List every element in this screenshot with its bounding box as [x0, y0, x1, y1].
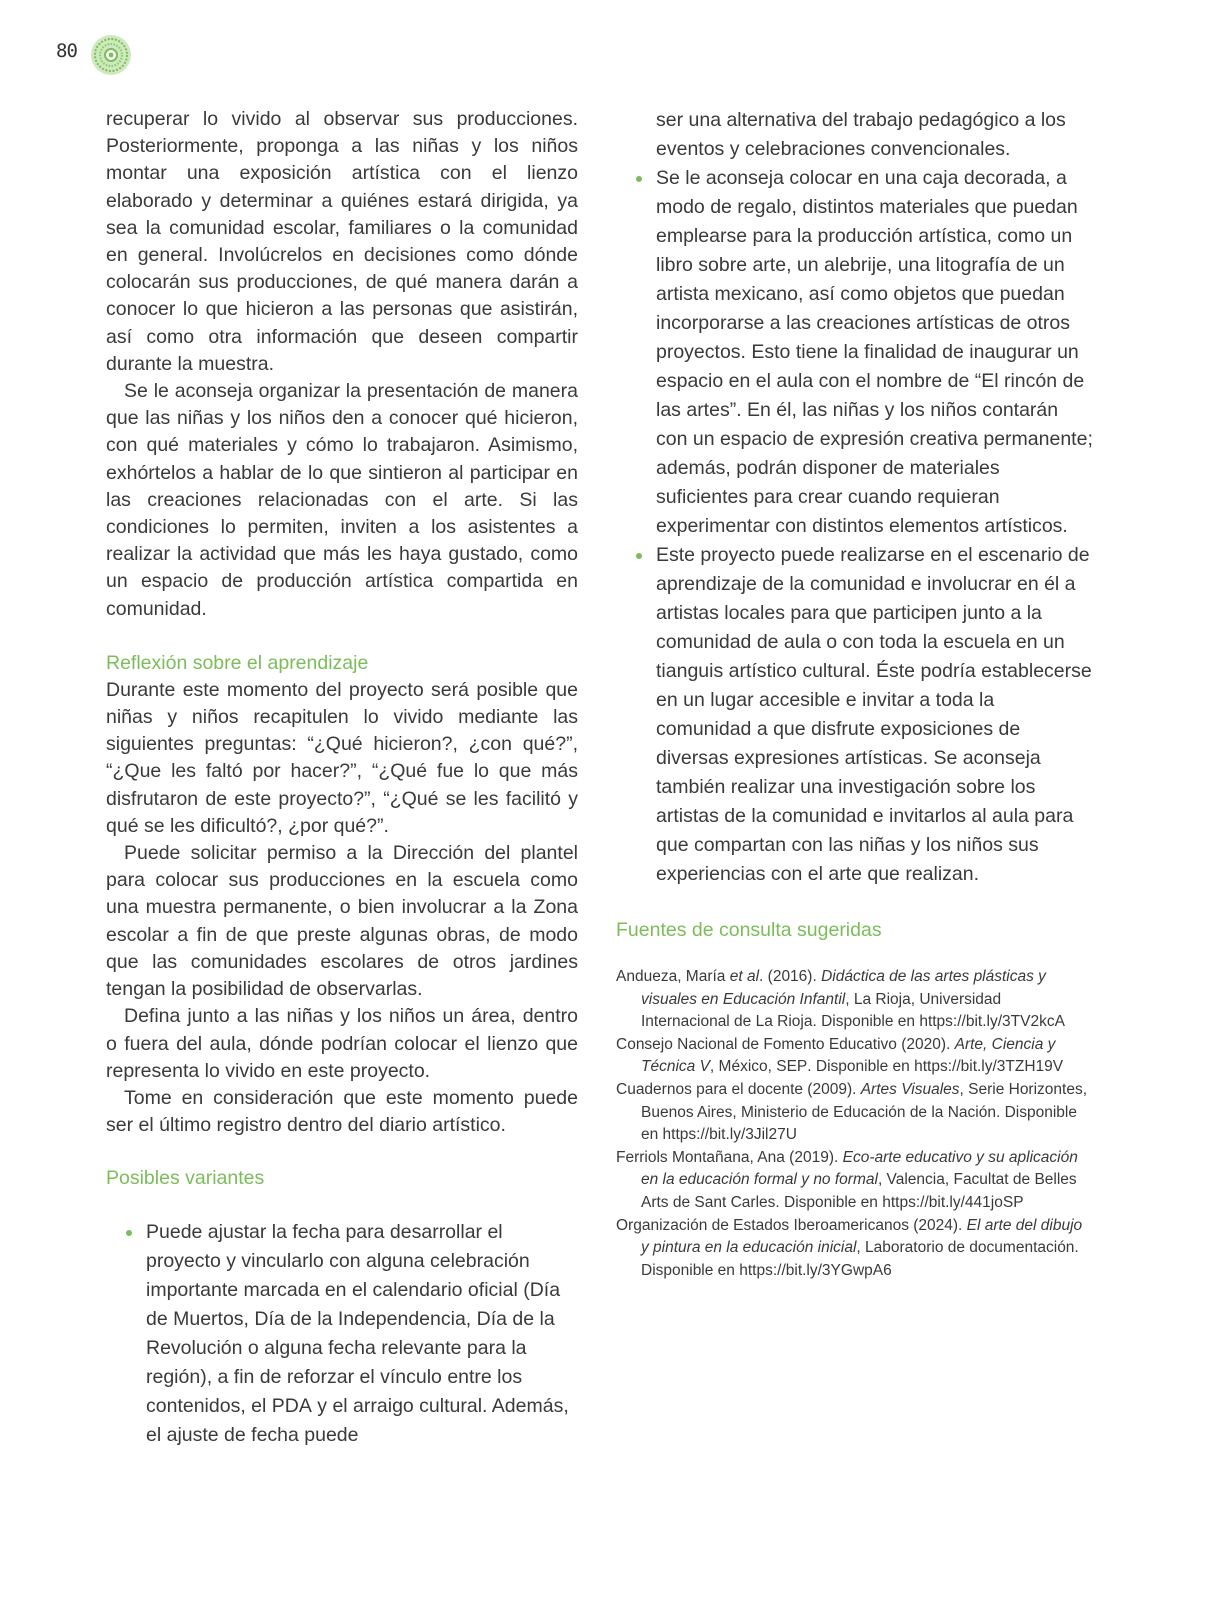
paragraph-area: Defina junto a las niñas y los niños un área, dentro o fuera del aula, dónde podrían colocar el lienzo que representa lo vivido en este proyecto. [106, 1005, 578, 1082]
paragraph-questions: Durante este momento del proyecto será posible que niñas y niños recapitulen lo vivido mediante las siguientes preguntas: “¿Qué hicieron?, ¿con qué?”, “¿Que les faltó por hacer?”, “¿Qué fue lo que más disfrutaron de este proyecto?”, “¿Qué se les facilitó y qué se les dificultó?, ¿por qué?”. [106, 678, 578, 837]
reference-item: Ferriols Montañana, Ana (2019). Eco-arte educativo y su aplicación en la educación formal y no formal, Valencia, Facultat de Belles Arts de Sant Carles. Disponible en https://bit.ly/441joSP [616, 1148, 1078, 1211]
left-column [106, 106, 578, 1450]
list-item: Puede ajustar la fecha para desarrollar el proyecto y vincularlo con alguna celebración importante marcada en el calendario oficial (Día de Muertos, Día de la Independencia, Día de la Revolución o alguna fecha relevante para la región), a fin de reforzar el vínculo entre los contenidos, el PDA y el arraigo cultural. Además, el ajuste de fecha puede [106, 1218, 572, 1450]
page-number: 80 [56, 40, 77, 62]
reference-item: Organización de Estados Iberoamericanos (2024). El arte del dibujo y pintura en la educación inicial, Laboratorio de documentación. Disponible en https://bit.ly/3YGwpA6 [616, 1216, 1083, 1279]
variants-list-continued [616, 106, 1094, 889]
reference-item: Andueza, María et al. (2016). Didáctica de las artes plásticas y visuales en Educación Infantil, La Rioja, Universidad Internacional de La Rioja. Disponible en https://bit.ly/3TV2kcA [616, 968, 1065, 1031]
bullet-dot-icon [636, 176, 642, 182]
paragraph-permission: Puede solicitar permiso a la Dirección del plantel para colocar sus producciones en la escuela como una muestra permanente, o bien involucrar a la Zona escolar a fin de que preste algunas obras, de modo que las comunidades escolares de otros jardines tengan la posibilidad de observarlas. [106, 842, 578, 1001]
reference-item: Consejo Nacional de Fomento Educativo (2020). Arte, Ciencia y Técnica V, México, SEP. Disponible en https://bit.ly/3TZH19V [616, 1035, 1064, 1076]
reference-item: Cuadernos para el docente (2009). Artes Visuales, Serie Horizontes, Buenos Aires, Ministerio de Educación de la Nación. Disponible en https://bit.ly/3Jil27U [616, 1080, 1088, 1144]
paragraph-exposition: recuperar lo vivido al observar sus producciones. Posteriormente, proponga a las niñas y los niños montar una exposición artística con el lienzo elaborado y determinar a quiénes estará dirigida, ya sea la comunidad escolar, familiares o la comunidad en general. Involúcrelos en decisiones como dónde colocarán sus producciones, de qué manera darán a conocer lo que hicieron a las personas que asistirán, así como otra información que deseen compartir durante la muestra. [106, 108, 578, 375]
references-list [616, 966, 1094, 1282]
bullet-dot-icon [636, 553, 642, 559]
variants-list [106, 1218, 578, 1450]
list-item: Se le aconseja colocar en una caja decorada, a modo de regalo, distintos materiales que puedan emplearse para la producción artística, como un libro sobre arte, un alebrije, una litografía de un artista mexicano, así como objetos que puedan incorporarse a las creaciones artísticas de otros proyectos. Esto tiene la finalidad de inaugurar un espacio en el aula con el nombre de “El rincón de las artes”. En él, las niñas y los niños contarán con un espacio de expresión creativa permanente; además, podrán disponer de materiales suficientes para crear cuando requieran experimentar con distintos elementos artísticos. [616, 164, 1094, 541]
heading-reflexion: Reflexión sobre el aprendizaje [106, 651, 369, 674]
bullet-dot-icon [126, 1230, 132, 1236]
paragraph-presentation: Se le aconseja organizar la presentación de manera que las niñas y los niños den a conocer qué hicieron, con qué materiales y cómo lo trabajaron. Asimismo, exhórtelos a hablar de lo que sintieron al participar en las creaciones relacionadas con el arte. Si las condiciones lo permiten, inviten a los asistentes a realizar la actividad que más les haya gustado, como un espacio de producción artística compartida en comunidad. [106, 380, 578, 620]
heading-fuentes: Fuentes de consulta sugeridas [616, 919, 882, 941]
green-circular-seal-icon [90, 34, 132, 76]
list-item: Este proyecto puede realizarse en el escenario de aprendizaje de la comunidad e involucrar en él a artistas locales para que participen junto a la comunidad de aula o con toda la escuela en un tianguis artístico cultural. Éste podría establecerse en un lugar accesible e invitar a toda la comunidad a que disfrute exposiciones de diversas expresiones artísticas. Se aconseja también realizar una investigación sobre los artistas de la comunidad e invitarlos al aula para que compartan con las niñas y los niños sus experiencias con el arte que realizan. [616, 541, 1094, 889]
right-column [616, 106, 1094, 1282]
list-item-continuation: ser una alternativa del trabajo pedagógico a los eventos y celebraciones convencionales. [656, 109, 1066, 160]
paragraph-last-record: Tome en consideración que este momento puede ser el último registro dentro del diario artístico. [106, 1086, 578, 1137]
heading-variantes: Posibles variantes [106, 1167, 265, 1190]
